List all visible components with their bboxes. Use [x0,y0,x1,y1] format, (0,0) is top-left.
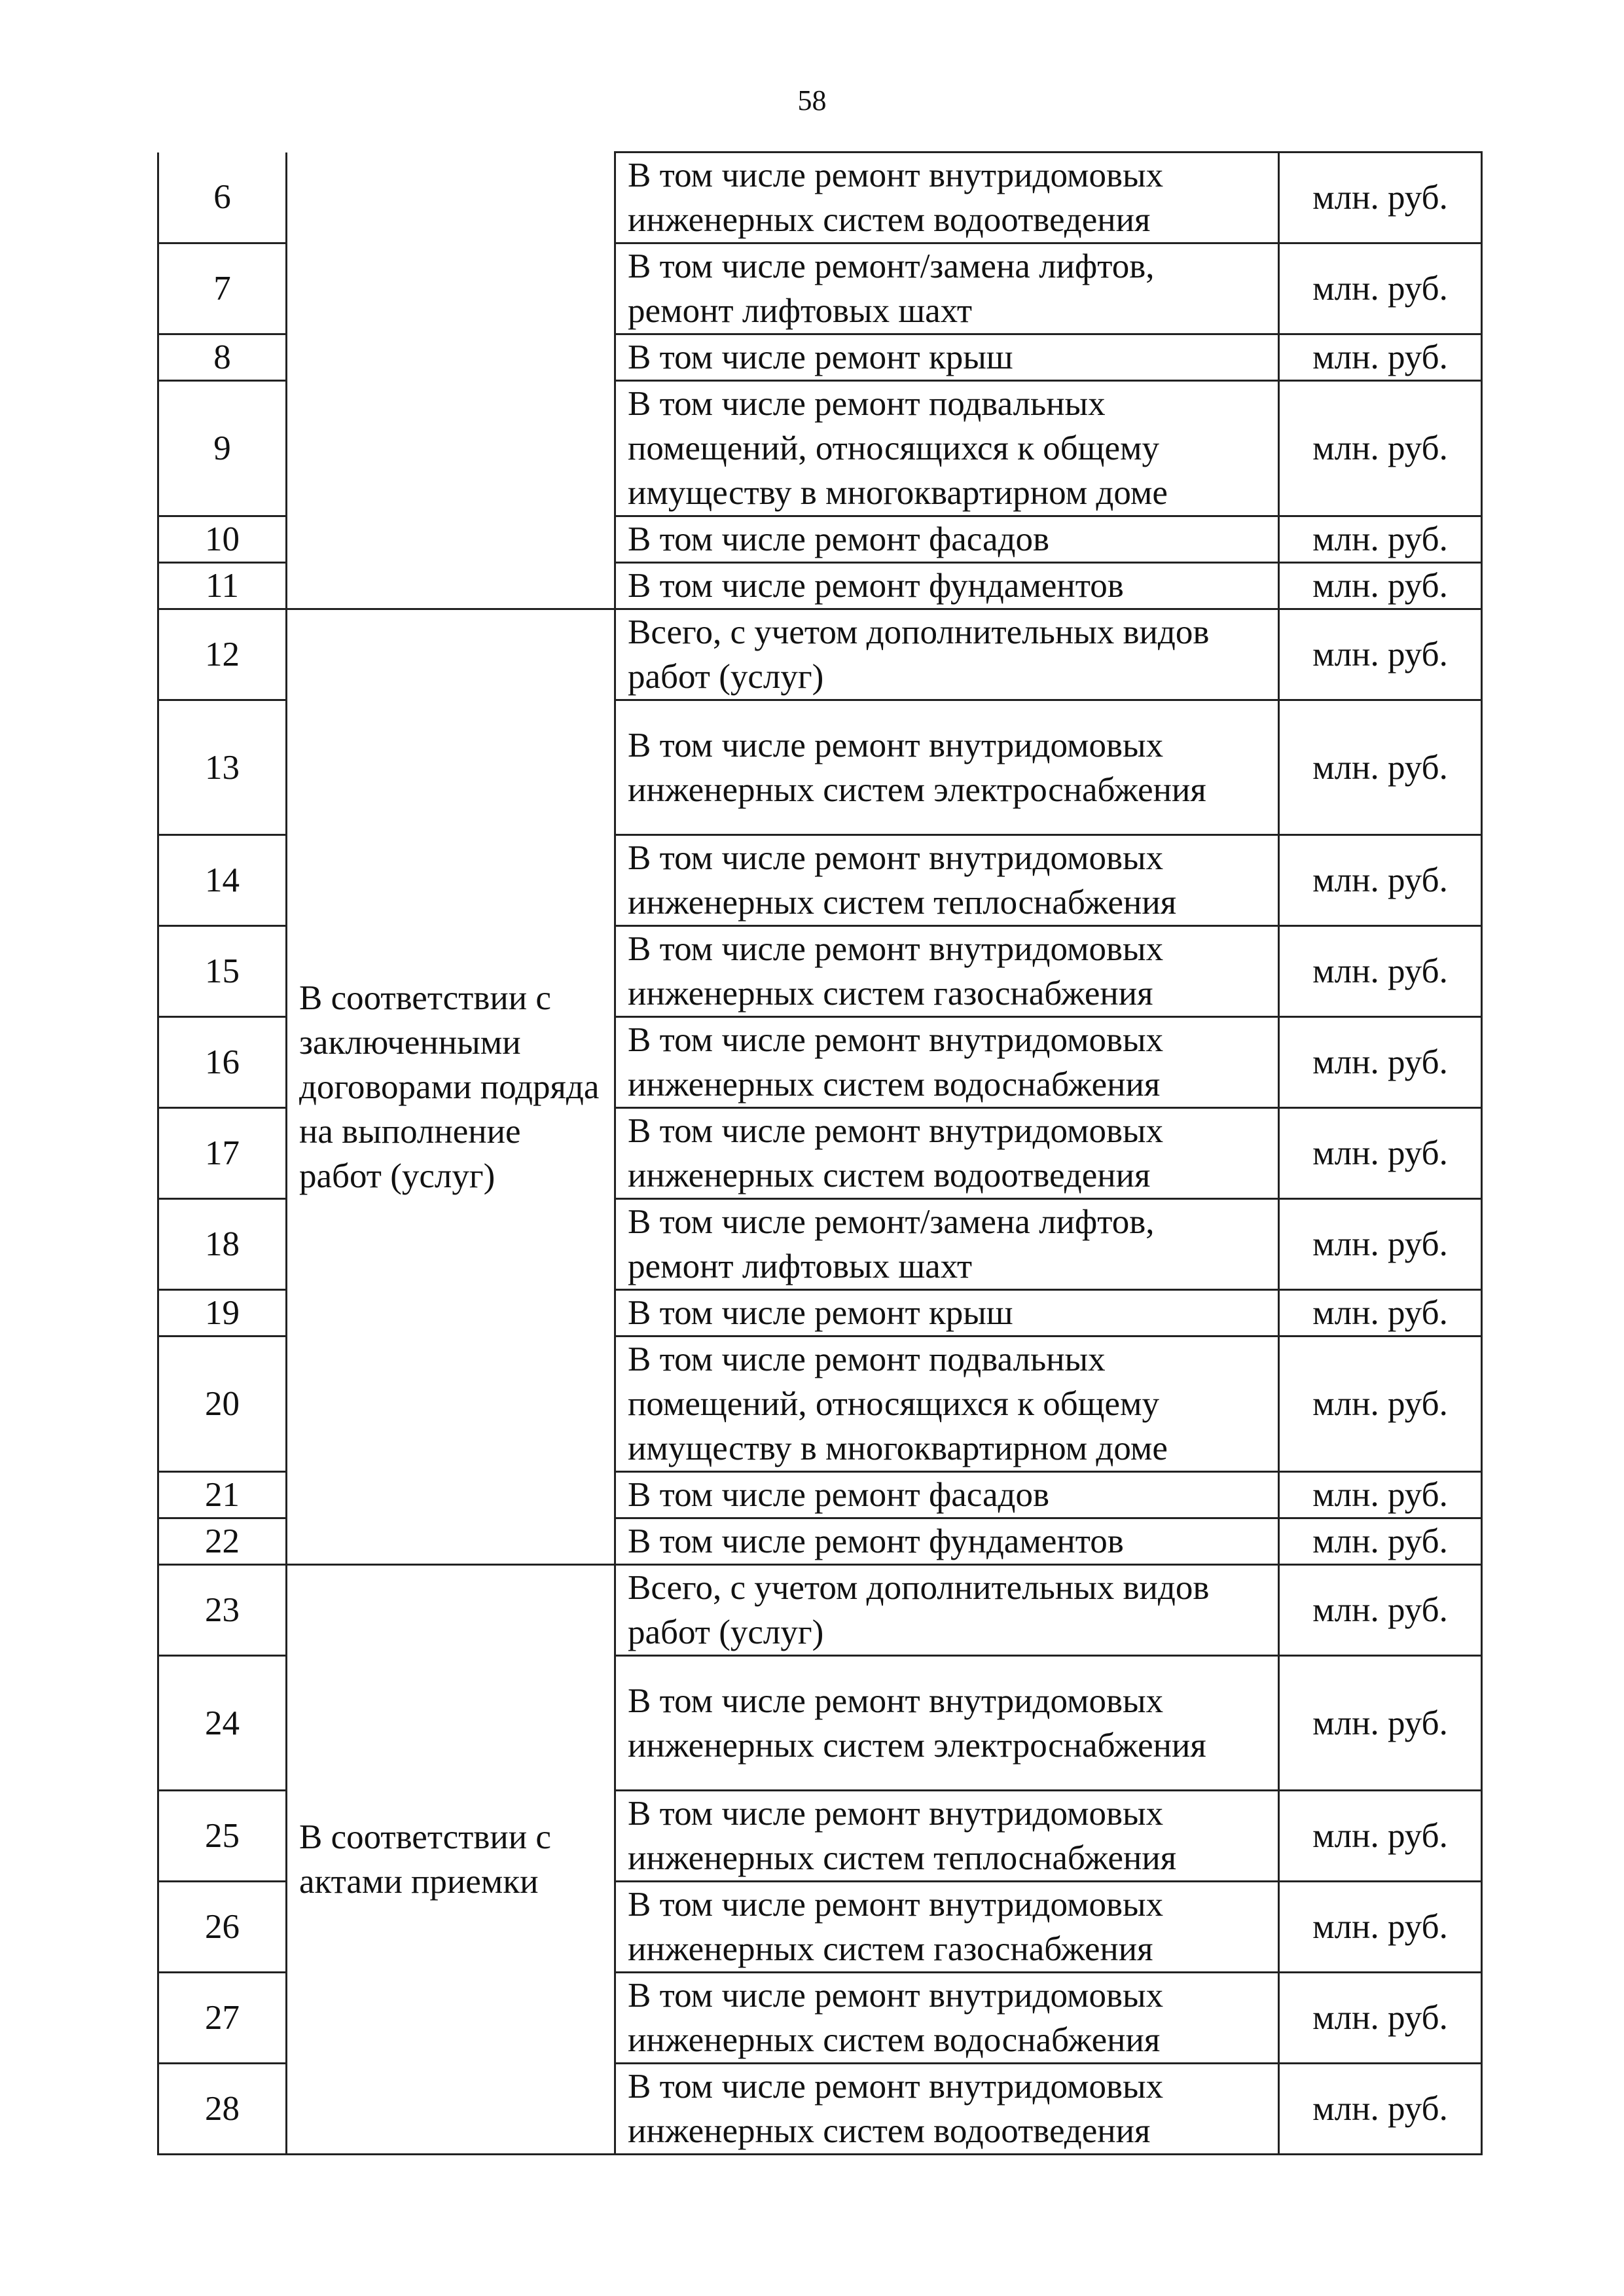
table-row [158,609,1482,700]
row-number: 7 [158,243,287,334]
row-number: 13 [158,700,287,835]
unit-cell: млн. руб. [1279,1882,1482,1973]
page-number: 58 [797,84,827,117]
row-number: 15 [158,926,287,1017]
unit-cell: млн. руб. [1279,1017,1482,1108]
indicator-description: В том числе ремонт фундаментов [615,563,1279,609]
row-number: 27 [158,1973,287,2064]
row-number: 28 [158,2064,287,2155]
unit-cell: млн. руб. [1279,243,1482,334]
row-number: 21 [158,1472,287,1518]
indicator-description: В том числе ремонт внутридомовых инженерных систем электроснабжения [615,700,1279,835]
row-number: 14 [158,835,287,926]
row-number: 25 [158,1791,287,1882]
indicator-description: В том числе ремонт подвальных помещений, относящихся к общему имуществу в многоквартирном доме [615,381,1279,516]
row-number: 26 [158,1882,287,1973]
indicator-description: В том числе ремонт крыш [615,1290,1279,1336]
unit-cell: млн. руб. [1279,700,1482,835]
indicator-description: В том числе ремонт внутридомовых инженерных систем теплоснабжения [615,835,1279,926]
indicator-description: В том числе ремонт/замена лифтов, ремонт лифтовых шахт [615,243,1279,334]
unit-cell: млн. руб. [1279,1656,1482,1791]
indicator-description: Всего, с учетом дополнительных видов работ (услуг) [615,1565,1279,1656]
unit-cell: млн. руб. [1279,563,1482,609]
indicator-description: В том числе ремонт фасадов [615,516,1279,563]
row-number: 9 [158,381,287,516]
unit-cell: млн. руб. [1279,381,1482,516]
unit-cell: млн. руб. [1279,1565,1482,1656]
unit-cell: млн. руб. [1279,835,1482,926]
unit-cell: млн. руб. [1279,1336,1482,1472]
unit-cell: млн. руб. [1279,1973,1482,2064]
indicator-description: В том числе ремонт внутридомовых инженерных систем водоотведения [615,2064,1279,2155]
indicator-description: В том числе ремонт крыш [615,334,1279,381]
row-number: 11 [158,563,287,609]
indicator-description: В том числе ремонт внутридомовых инженерных систем газоснабжения [615,1882,1279,1973]
row-number: 16 [158,1017,287,1108]
indicator-description: В том числе ремонт внутридомовых инженерных систем теплоснабжения [615,1791,1279,1882]
unit-cell: млн. руб. [1279,1518,1482,1565]
unit-cell: млн. руб. [1279,2064,1482,2155]
row-number: 19 [158,1290,287,1336]
basis-cell [287,152,615,609]
row-number: 20 [158,1336,287,1472]
row-number: 23 [158,1565,287,1656]
indicators-table [157,151,1483,2155]
unit-cell: млн. руб. [1279,152,1482,243]
row-number: 12 [158,609,287,700]
table-row [158,1565,1482,1656]
table-row [158,152,1482,243]
unit-cell: млн. руб. [1279,926,1482,1017]
indicator-description: В том числе ремонт фасадов [615,1472,1279,1518]
row-number: 22 [158,1518,287,1565]
unit-cell: млн. руб. [1279,1108,1482,1199]
table-body [158,152,1482,2155]
indicator-description: В том числе ремонт/замена лифтов, ремонт лифтовых шахт [615,1199,1279,1290]
row-number: 24 [158,1656,287,1791]
unit-cell: млн. руб. [1279,609,1482,700]
indicator-description: В том числе ремонт внутридомовых инженерных систем водоотведения [615,152,1279,243]
row-number: 8 [158,334,287,381]
unit-cell: млн. руб. [1279,1290,1482,1336]
indicator-description: В том числе ремонт внутридомовых инженерных систем водоснабжения [615,1973,1279,2064]
unit-cell: млн. руб. [1279,1472,1482,1518]
basis-cell: В соответствии с актами приемки [287,1565,615,2155]
basis-cell: В соответствии с заключенными договорами подряда на выполнение работ (услуг) [287,609,615,1565]
row-number: 10 [158,516,287,563]
row-number: 6 [158,152,287,243]
unit-cell: млн. руб. [1279,1199,1482,1290]
indicator-description: В том числе ремонт фундаментов [615,1518,1279,1565]
indicator-description: В том числе ремонт внутридомовых инженерных систем газоснабжения [615,926,1279,1017]
indicator-description: В том числе ремонт внутридомовых инженерных систем электроснабжения [615,1656,1279,1791]
indicator-description: В том числе ремонт подвальных помещений, относящихся к общему имуществу в многоквартирном доме [615,1336,1279,1472]
unit-cell: млн. руб. [1279,334,1482,381]
unit-cell: млн. руб. [1279,1791,1482,1882]
row-number: 18 [158,1199,287,1290]
unit-cell: млн. руб. [1279,516,1482,563]
indicator-description: В том числе ремонт внутридомовых инженерных систем водоотведения [615,1108,1279,1199]
indicator-description: В том числе ремонт внутридомовых инженерных систем водоснабжения [615,1017,1279,1108]
indicator-description: Всего, с учетом дополнительных видов работ (услуг) [615,609,1279,700]
row-number: 17 [158,1108,287,1199]
